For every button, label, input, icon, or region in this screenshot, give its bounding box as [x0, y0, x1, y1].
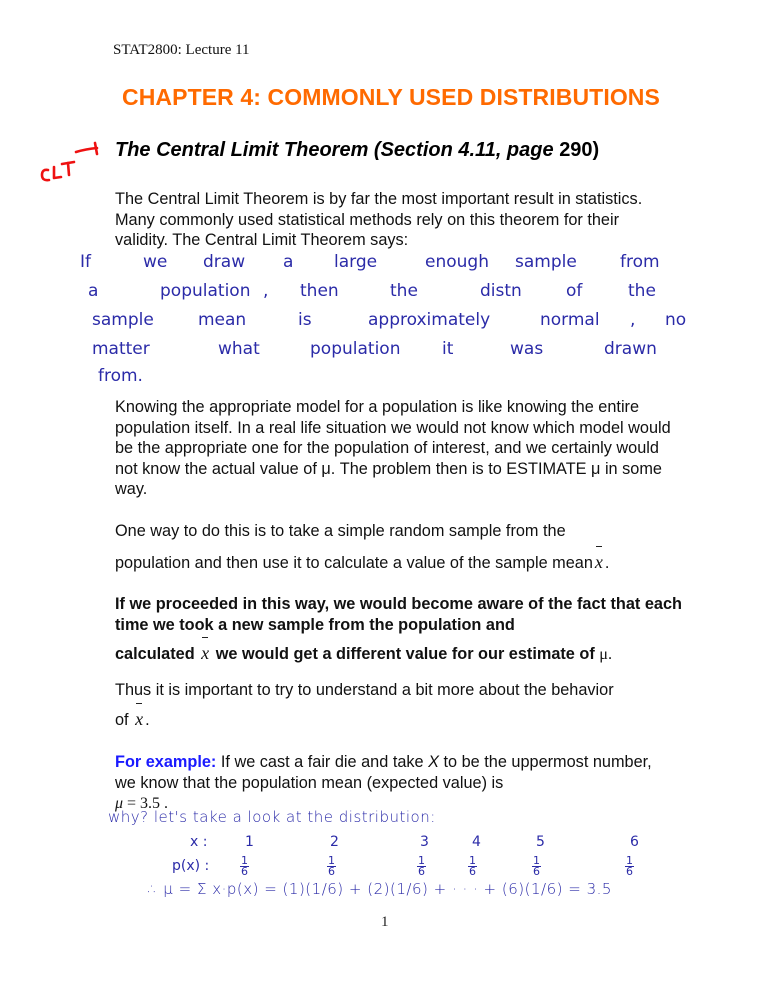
hand-word: of	[566, 281, 583, 301]
p-values-row	[0, 856, 768, 882]
xbar-symbol: x	[201, 643, 210, 663]
x-value: 2	[330, 834, 339, 850]
hand-word: ,	[630, 310, 636, 330]
hand-word: a	[283, 252, 294, 272]
bold-line-1: If we proceeded in this way, we would become aware of the fact that each time we took a new sample from the population and	[115, 595, 682, 634]
estimate-line-1: One way to do this is to take a simple random sample from the	[115, 522, 566, 540]
mu-conclusion: ∴ μ = Σ x·p(x) = (1)(1/6) + (2)(1/6) + · · · + (6)(1/6) = 3.5	[148, 880, 612, 898]
thus-paragraph	[115, 680, 675, 730]
hand-word: draw	[203, 252, 246, 272]
why-line: why? let's take a look at the distribution:	[108, 808, 436, 826]
x-value: 4	[472, 834, 481, 850]
p-value: $\frac{1}{6}$	[418, 854, 425, 878]
clt-annotation-icon	[34, 140, 114, 186]
p-value: $\frac{1}{6}$	[469, 854, 476, 878]
variable-x: X	[428, 753, 439, 771]
example-text: to be the uppermost number, we know that the population mean (expected value) is	[115, 753, 652, 792]
example-text: If we cast a fair die and take	[216, 753, 429, 771]
hand-word: ,	[263, 281, 269, 301]
handwritten-line-1	[0, 252, 768, 278]
bold-line-3	[115, 643, 695, 665]
x-value: 1	[245, 834, 254, 850]
estimate-paragraph	[115, 521, 675, 573]
x-value: 5	[536, 834, 545, 850]
hand-word: it	[442, 339, 454, 359]
hand-word: a	[88, 281, 99, 301]
page-number: 1	[381, 914, 389, 930]
bold-rest-text: we would get a different value for our estimate of	[215, 645, 595, 663]
x-value: 6	[630, 834, 639, 850]
hand-word: large	[334, 252, 378, 272]
thus-line-1: Thus it is important to try to understand a bit more about the behavior	[115, 681, 614, 699]
hand-word: mean	[198, 310, 247, 330]
x-value: 3	[420, 834, 429, 850]
p-value: $\frac{1}{6}$	[626, 854, 633, 878]
model-paragraph: Knowing the appropriate model for a population is like knowing the entire population itself. In a real life situation we would not know which model would be the appropriate one for the population of interest, and we certainly would not know the actual value of μ. The problem then is to ESTIMATE μ in some way.	[115, 398, 671, 498]
hand-word: no	[665, 310, 687, 330]
handwritten-line-4	[0, 339, 768, 365]
handwritten-line-2	[0, 281, 768, 307]
hand-word: was	[510, 339, 544, 359]
thus-of: of	[115, 710, 129, 729]
x-label: x :	[190, 834, 208, 850]
hand-word: sample	[92, 310, 154, 330]
intro-paragraph: The Central Limit Theorem is by far the most important result in statistics. Many commonly used statistical methods rely on this theorem for their validity. The Central Limit Theorem says:	[115, 190, 643, 249]
hand-word: is	[298, 310, 312, 330]
hand-word: from	[620, 252, 660, 272]
hand-word: then	[300, 281, 339, 301]
hand-word: sample	[515, 252, 577, 272]
hand-word: approximately	[368, 310, 491, 330]
xbar-symbol: x	[594, 551, 603, 572]
hand-word: matter	[92, 339, 150, 359]
hand-word: from.	[98, 366, 143, 386]
xbar-symbol: x	[135, 708, 144, 729]
hand-word: the	[628, 281, 656, 301]
mu-symbol: μ	[115, 795, 124, 812]
p-value: $\frac{1}{6}$	[533, 854, 540, 878]
p-value: $\frac{1}{6}$	[328, 854, 335, 878]
running-head: STAT2800: Lecture 11	[113, 42, 250, 58]
hand-word: the	[390, 281, 418, 301]
hand-word: enough	[425, 252, 489, 272]
hand-word: distn	[480, 281, 522, 301]
hand-word: what	[218, 339, 260, 359]
example-paragraph	[115, 752, 675, 815]
section-title	[115, 139, 599, 162]
bold-paragraph	[115, 594, 695, 665]
section-title-text: The Central Limit Theorem (Section 4.11, page	[115, 139, 554, 161]
mu-symbol: μ.	[599, 644, 613, 663]
estimate-line-2	[115, 552, 675, 574]
handwritten-line-5	[0, 366, 768, 392]
chapter-title: CHAPTER 4: COMMONLY USED DISTRIBUTIONS	[122, 84, 660, 110]
bold-calc-text: calculated	[115, 645, 195, 663]
period: .	[604, 553, 610, 572]
example-label: For example:	[115, 753, 217, 771]
hand-word: we	[143, 252, 168, 272]
handwritten-line-3	[0, 310, 768, 336]
thus-line-2	[115, 709, 675, 731]
hand-word: population	[310, 339, 401, 359]
hand-word: If	[80, 252, 91, 272]
p-value: $\frac{1}{6}$	[241, 854, 248, 878]
hand-word: normal	[540, 310, 600, 330]
estimate-text: population and then use it to calculate a value of the sample mean	[115, 553, 593, 572]
section-title-page: 290)	[559, 139, 600, 161]
period: .	[145, 710, 150, 729]
hand-word: population	[160, 281, 251, 301]
mu-value: = 3.5 .	[123, 795, 169, 812]
p-label: p(x) :	[172, 858, 210, 874]
hand-word: drawn	[604, 339, 657, 359]
